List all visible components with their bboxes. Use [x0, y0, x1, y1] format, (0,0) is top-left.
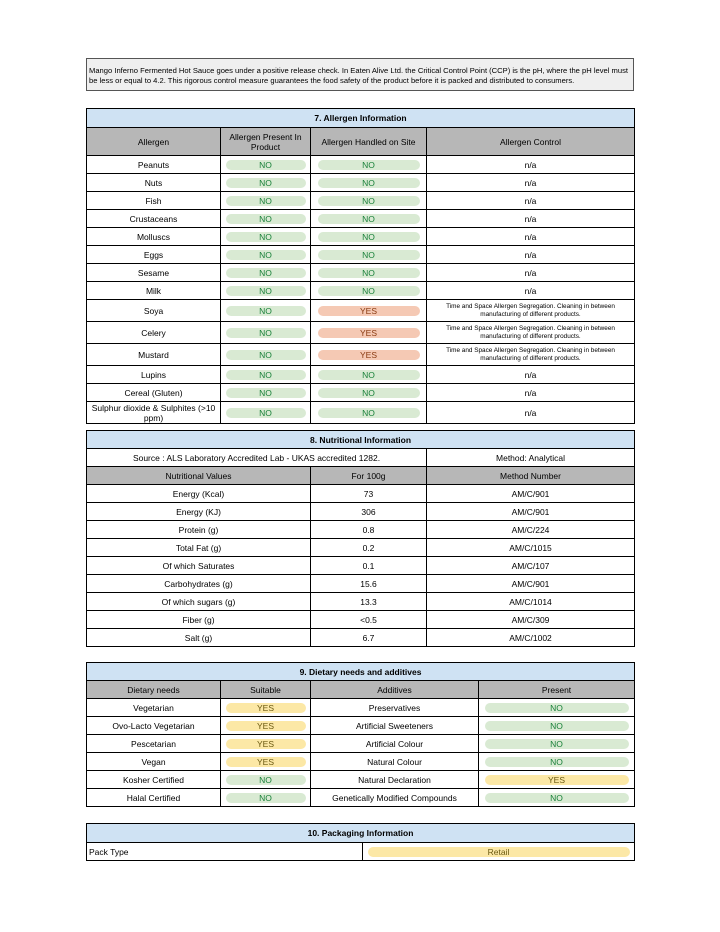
- allergen-table: [86, 108, 635, 424]
- suitable-badge: NO: [226, 775, 306, 785]
- nutrition-row: [87, 503, 635, 521]
- allergen-row: [87, 402, 635, 424]
- dietary-section-title: 9. Dietary needs and additives: [87, 663, 635, 681]
- present-badge: NO: [485, 739, 629, 749]
- present-badge: NO: [226, 408, 306, 418]
- handled-badge: NO: [318, 268, 420, 278]
- dietary-row: [87, 735, 635, 753]
- present-badge: NO: [226, 160, 306, 170]
- allergen-row: [87, 300, 635, 322]
- nutrition-row: [87, 611, 635, 629]
- present-badge: NO: [226, 388, 306, 398]
- allergen-control: n/a: [427, 156, 635, 174]
- allergen-present-col-header: Allergen Present In Product: [221, 128, 311, 156]
- dietary-row: [87, 771, 635, 789]
- additive-name: Preservatives: [311, 699, 479, 717]
- nutrient-value: 6.7: [311, 629, 427, 647]
- nutrition-row: [87, 539, 635, 557]
- dietary-need: Halal Certified: [87, 789, 221, 807]
- nutrient-name: Salt (g): [87, 629, 311, 647]
- handled-badge: NO: [318, 178, 420, 188]
- nutrition-source: Source : ALS Laboratory Accredited Lab - UKAS accredited 1282.: [87, 449, 427, 467]
- nutrient-name: Energy (Kcal): [87, 485, 311, 503]
- allergen-row: [87, 366, 635, 384]
- handled-badge: YES: [318, 306, 420, 316]
- nutrient-value: 15.6: [311, 575, 427, 593]
- handled-badge: NO: [318, 250, 420, 260]
- suitable-badge: NO: [226, 793, 306, 803]
- present-badge: NO: [226, 268, 306, 278]
- nutrition-row: [87, 593, 635, 611]
- suitable-col-header: Suitable: [221, 681, 311, 699]
- additive-name: Artificial Sweeteners: [311, 717, 479, 735]
- nutrient-name: Of which sugars (g): [87, 593, 311, 611]
- suitable-badge: YES: [226, 703, 306, 713]
- allergen-control-col-header: Allergen Control: [427, 128, 635, 156]
- handled-badge: NO: [318, 286, 420, 296]
- nutrition-section-title: 8. Nutritional Information: [87, 431, 635, 449]
- packaging-table: [86, 823, 635, 861]
- allergen-control: Time and Space Allergen Segregation. Cleaning in between manufacturing of different products.: [427, 300, 635, 322]
- nutrient-method: AM/C/901: [427, 485, 635, 503]
- nutrient-name: Total Fat (g): [87, 539, 311, 557]
- additive-name: Artificial Colour: [311, 735, 479, 753]
- pack-type-label: Pack Type: [87, 843, 363, 861]
- handled-badge: NO: [318, 388, 420, 398]
- nutrient-value: 0.2: [311, 539, 427, 557]
- present-badge: NO: [226, 286, 306, 296]
- allergen-name: Sesame: [87, 264, 221, 282]
- nutrient-value: <0.5: [311, 611, 427, 629]
- nutrient-method: AM/C/1014: [427, 593, 635, 611]
- nutrient-value: 13.3: [311, 593, 427, 611]
- allergen-control: n/a: [427, 282, 635, 300]
- present-badge: NO: [226, 306, 306, 316]
- allergen-control: n/a: [427, 192, 635, 210]
- present-badge: NO: [226, 178, 306, 188]
- present-badge: NO: [226, 350, 306, 360]
- allergen-row: [87, 210, 635, 228]
- present-badge: NO: [485, 703, 629, 713]
- allergen-row: [87, 228, 635, 246]
- present-badge: NO: [226, 196, 306, 206]
- allergen-control: Time and Space Allergen Segregation. Cleaning in between manufacturing of different products.: [427, 322, 635, 344]
- suitable-badge: YES: [226, 739, 306, 749]
- allergen-row: [87, 384, 635, 402]
- nutrient-method: AM/C/1015: [427, 539, 635, 557]
- nutrition-row: [87, 485, 635, 503]
- dietary-row: [87, 789, 635, 807]
- allergen-name: Fish: [87, 192, 221, 210]
- allergen-name: Molluscs: [87, 228, 221, 246]
- nutrition-method: Method: Analytical: [427, 449, 635, 467]
- additive-name: Natural Colour: [311, 753, 479, 771]
- allergen-name: Cereal (Gluten): [87, 384, 221, 402]
- dietary-table: [86, 662, 635, 807]
- allergen-row: [87, 156, 635, 174]
- nutrient-method: AM/C/901: [427, 503, 635, 521]
- allergen-section-title: 7. Allergen Information: [87, 109, 635, 128]
- nutrient-value: 0.1: [311, 557, 427, 575]
- allergen-row: [87, 264, 635, 282]
- present-badge: NO: [485, 793, 629, 803]
- allergen-name: Celery: [87, 322, 221, 344]
- nutrition-table: [86, 430, 635, 647]
- nutrient-method: AM/C/224: [427, 521, 635, 539]
- pack-type-badge: Retail: [368, 847, 630, 857]
- allergen-name: Peanuts: [87, 156, 221, 174]
- packaging-row: [87, 843, 635, 861]
- allergen-col-header: Allergen: [87, 128, 221, 156]
- allergen-row: [87, 282, 635, 300]
- dietary-need: Kosher Certified: [87, 771, 221, 789]
- handled-badge: NO: [318, 214, 420, 224]
- present-badge: NO: [226, 214, 306, 224]
- nutrient-name: Energy (KJ): [87, 503, 311, 521]
- nutritional-values-col-header: Nutritional Values: [87, 467, 311, 485]
- nutrient-value: 73: [311, 485, 427, 503]
- allergen-control: n/a: [427, 402, 635, 424]
- dietary-row: [87, 753, 635, 771]
- allergen-handled-col-header: Allergen Handled on Site: [311, 128, 427, 156]
- handled-badge: NO: [318, 408, 420, 418]
- present-badge: NO: [226, 370, 306, 380]
- allergen-name: Eggs: [87, 246, 221, 264]
- nutrition-row: [87, 629, 635, 647]
- nutrient-name: Fiber (g): [87, 611, 311, 629]
- dietary-needs-col-header: Dietary needs: [87, 681, 221, 699]
- nutrient-name: Of which Saturates: [87, 557, 311, 575]
- dietary-need: Ovo-Lacto Vegetarian: [87, 717, 221, 735]
- allergen-row: [87, 192, 635, 210]
- allergen-name: Milk: [87, 282, 221, 300]
- additive-name: Natural Declaration: [311, 771, 479, 789]
- allergen-control: n/a: [427, 264, 635, 282]
- present-badge: NO: [485, 757, 629, 767]
- allergen-control: n/a: [427, 384, 635, 402]
- present-badge: NO: [226, 250, 306, 260]
- dietary-need: Vegan: [87, 753, 221, 771]
- allergen-row: [87, 322, 635, 344]
- allergen-name: Nuts: [87, 174, 221, 192]
- nutrition-row: [87, 521, 635, 539]
- allergen-control: n/a: [427, 246, 635, 264]
- nutrient-method: AM/C/901: [427, 575, 635, 593]
- handled-badge: YES: [318, 350, 420, 360]
- nutrient-name: Protein (g): [87, 521, 311, 539]
- per-100g-col-header: For 100g: [311, 467, 427, 485]
- allergen-row: [87, 344, 635, 366]
- allergen-control: Time and Space Allergen Segregation. Cleaning in between manufacturing of different products.: [427, 344, 635, 366]
- present-badge: YES: [485, 775, 629, 785]
- intro-text: Mango Inferno Fermented Hot Sauce goes under a positive release check. In Eaten Alive Ltd. the Critical Control Point (CCP) is the pH, where the pH level must be less or equal to 4.2. This rigorous control measure guarantees the food safety of the product before it is packed and distributed to consumers.: [86, 58, 634, 91]
- dietary-need: Pescetarian: [87, 735, 221, 753]
- nutrient-value: 0.8: [311, 521, 427, 539]
- nutrient-method: AM/C/309: [427, 611, 635, 629]
- dietary-need: Vegetarian: [87, 699, 221, 717]
- nutrient-method: AM/C/107: [427, 557, 635, 575]
- present-badge: NO: [226, 232, 306, 242]
- present-badge: NO: [226, 328, 306, 338]
- nutrient-name: Carbohydrates (g): [87, 575, 311, 593]
- allergen-row: [87, 246, 635, 264]
- handled-badge: NO: [318, 196, 420, 206]
- allergen-name: Mustard: [87, 344, 221, 366]
- allergen-control: n/a: [427, 366, 635, 384]
- suitable-badge: YES: [226, 757, 306, 767]
- allergen-name: Sulphur dioxide & Sulphites (>10 ppm): [87, 402, 221, 424]
- additives-col-header: Additives: [311, 681, 479, 699]
- allergen-name: Crustaceans: [87, 210, 221, 228]
- allergen-control: n/a: [427, 174, 635, 192]
- allergen-name: Soya: [87, 300, 221, 322]
- handled-badge: NO: [318, 232, 420, 242]
- additive-name: Genetically Modified Compounds: [311, 789, 479, 807]
- nutrition-row: [87, 575, 635, 593]
- allergen-control: n/a: [427, 210, 635, 228]
- allergen-row: [87, 174, 635, 192]
- suitable-badge: YES: [226, 721, 306, 731]
- dietary-row: [87, 699, 635, 717]
- handled-badge: NO: [318, 160, 420, 170]
- allergen-name: Lupins: [87, 366, 221, 384]
- nutrient-method: AM/C/1002: [427, 629, 635, 647]
- present-col-header: Present: [479, 681, 635, 699]
- allergen-control: n/a: [427, 228, 635, 246]
- nutrient-value: 306: [311, 503, 427, 521]
- handled-badge: NO: [318, 370, 420, 380]
- present-badge: NO: [485, 721, 629, 731]
- nutrition-row: [87, 557, 635, 575]
- packaging-section-title: 10. Packaging Information: [87, 824, 635, 843]
- handled-badge: YES: [318, 328, 420, 338]
- dietary-row: [87, 717, 635, 735]
- method-number-col-header: Method Number: [427, 467, 635, 485]
